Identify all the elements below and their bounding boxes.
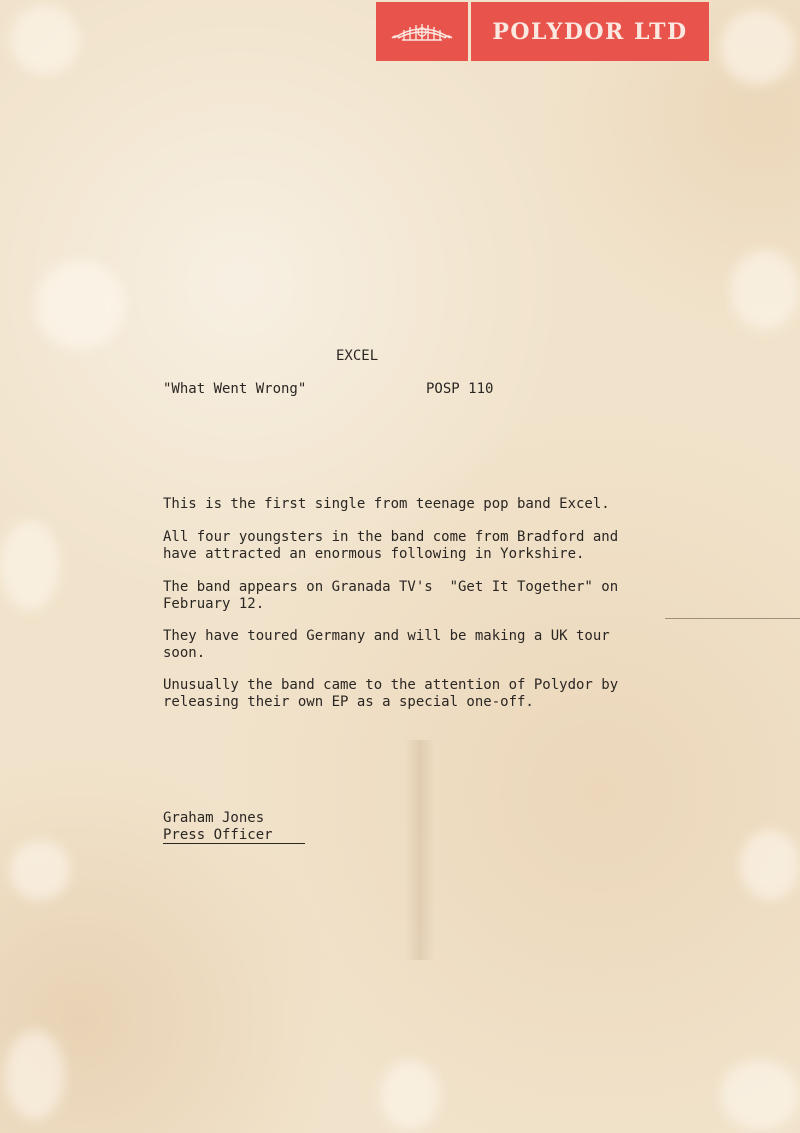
paper-stain bbox=[380, 1060, 440, 1130]
body-paragraph: This is the first single from teenage pop band Excel. bbox=[163, 496, 610, 512]
paper-stain bbox=[35, 260, 125, 350]
paper-stain bbox=[720, 1060, 800, 1130]
paper-stain bbox=[5, 1030, 65, 1120]
single-title: "What Went Wrong" bbox=[163, 381, 307, 397]
paper-fold-mark bbox=[405, 740, 435, 960]
catalogue-number: POSP 110 bbox=[426, 381, 494, 397]
body-paragraph: All four youngsters in the band come from Bradford and have attracted an enormous following in Yorkshire. bbox=[163, 529, 619, 562]
paper-stain bbox=[10, 5, 80, 75]
body-paragraph: The band appears on Granada TV's "Get It Together" on February 12. bbox=[163, 579, 619, 612]
paper-stain bbox=[0, 520, 60, 610]
body-paragraph: They have toured Germany and will be making a UK tour soon. bbox=[163, 628, 610, 661]
artist-name: EXCEL bbox=[336, 348, 379, 364]
body-paragraph: Unusually the band came to the attention of Polydor by releasing their own EP as a special one-off. bbox=[163, 677, 619, 710]
paper-stain bbox=[720, 10, 795, 85]
signature-underline bbox=[163, 843, 305, 844]
logo-panel bbox=[376, 2, 468, 61]
paper-stain bbox=[730, 250, 800, 330]
signatory-title: Press Officer bbox=[163, 827, 273, 843]
company-name: POLYDOR LTD bbox=[492, 18, 688, 45]
crown-emblem-icon bbox=[390, 18, 454, 46]
paper-stain bbox=[740, 830, 800, 900]
letterhead bbox=[376, 2, 709, 61]
paper-crease-line bbox=[665, 618, 800, 619]
signatory-name: Graham Jones bbox=[163, 810, 265, 826]
brand-panel bbox=[471, 2, 709, 61]
paper-stain bbox=[10, 840, 70, 900]
